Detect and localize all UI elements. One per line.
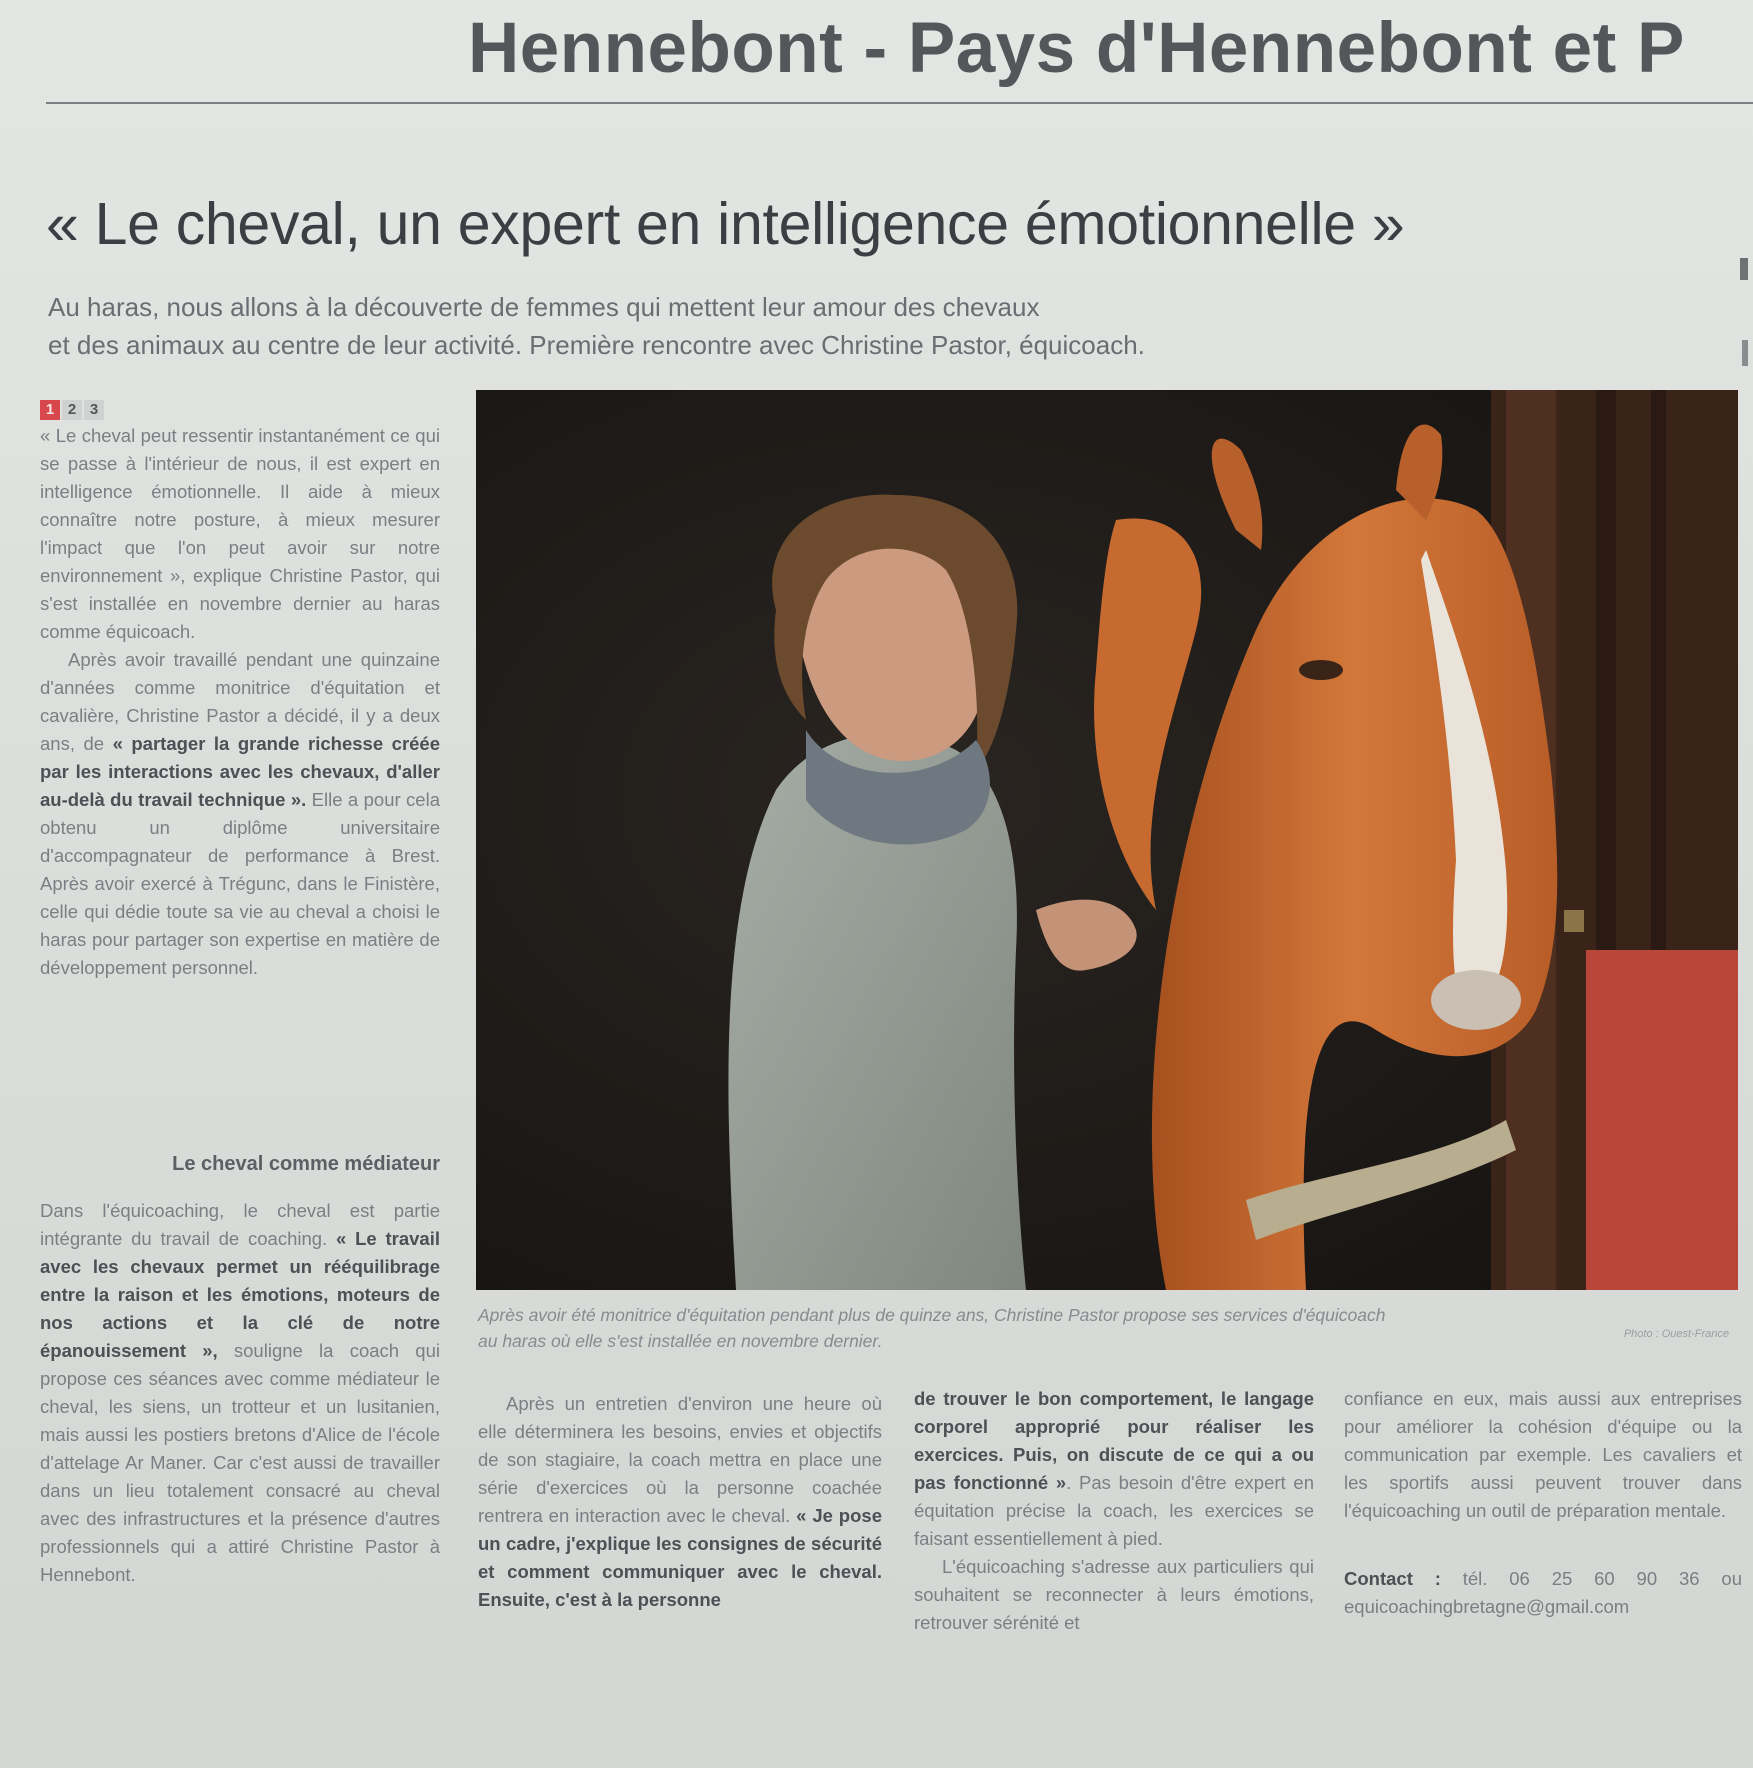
quote-run: « partager la grande richesse créée par les interactions avec les chevaux, d'aller au-delà du travail technique ». <box>40 733 441 810</box>
article-subhead: Le cheval comme médiateur <box>172 1153 440 1175</box>
section-title: Hennebont - Pays d'Hennebont et P <box>468 9 1685 88</box>
contact-details: tél. 06 25 60 90 36 ou equicoachingbretagne@gmail.com <box>1344 1568 1742 1617</box>
pager-item-2: 2 <box>62 400 82 420</box>
paragraph: confiance en eux, mais aussi aux entreprises pour améliorer la cohésion d'équipe ou la communication par exemple. Les cavaliers et les sportifs aussi peuvent trouver dans l'équicoaching un outil de préparation mentale. <box>1344 1388 1742 1521</box>
series-pager <box>40 400 104 422</box>
photo-caption <box>478 1302 1740 1354</box>
caption-line: Après avoir été monitrice d'équitation pendant plus de quinze ans, Christine Pastor propose ses services d'équicoach <box>478 1305 1386 1325</box>
pager-item-1: 1 <box>40 400 60 420</box>
text-run: Après un entretien d'environ une heure où elle déterminera les besoins, envies et objectifs de son stagiaire, la coach mettra en place une série d'exercices où la personne coachée rentrera en interaction avec le cheval. <box>478 1393 882 1526</box>
text-run: Après avoir travaillé pendant une quinzaine d'années comme monitrice d'équitation et cavalière, Christine Pastor a décidé, il y a deux ans, de <box>40 649 440 754</box>
text-run: souligne la coach qui propose ces séances avec comme médiateur le cheval, les siens, un trotteur et un lusitanien, mais aussi les postiers bretons d'Alice de l'école d'attelage Ar Maner. Car c'est aussi de travailler dans un lieu totalement consacré au cheval avec des infrastructures et la présence d'autres professionnels qui a attiré Christine Pastor à Hennebont. <box>40 1340 440 1585</box>
text-run: . Pas besoin d'être expert en équitation précise la coach, les exercices se faisant essentiellement à pied. <box>914 1472 1314 1549</box>
article-column-2 <box>478 1390 882 1614</box>
margin-mark <box>1740 258 1748 280</box>
text-run: Dans l'équicoaching, le cheval est partie intégrante du travail de coaching. <box>40 1200 440 1249</box>
article-headline: « Le cheval, un expert en intelligence émotionnelle » <box>46 191 1405 257</box>
pager-item-3: 3 <box>84 400 104 420</box>
quote-run: de trouver le bon comportement, le langage corporel approprié pour réaliser les exercices. Puis, on discute de ce qui a ou pas fonctionné » <box>914 1388 1314 1493</box>
paragraph: « Le cheval peut ressentir instantanément ce qui se passe à l'intérieur de nous, il est expert en intelligence émotionnelle. Il aide à mieux connaître notre posture, à mieux mesurer l'impact que l'on peut avoir sur notre environnement », explique Christine Pastor, qui s'est installée en novembre dernier au haras comme équicoach. <box>40 425 440 642</box>
article-column-1-continued <box>40 1197 440 1589</box>
paragraph <box>40 1197 440 1589</box>
article-column-1 <box>40 422 440 982</box>
header-rule <box>46 102 1753 104</box>
text-run: Elle a pour cela obtenu un diplôme universitaire d'accompagnateur de performance à Brest. Après avoir exercé à Trégunc, dans le Finistère, celle qui dédie toute sa vie au cheval a choisi le haras pour partager son expertise en matière de développement personnel. <box>40 789 440 978</box>
standfirst-line: Au haras, nous allons à la découverte de femmes qui mettent leur amour des chevaux <box>48 292 1040 322</box>
paragraph <box>40 646 440 982</box>
contact-label: Contact : <box>1344 1568 1441 1589</box>
article-photo <box>476 390 1738 1290</box>
paragraph <box>478 1390 882 1614</box>
contact-line <box>1344 1565 1742 1621</box>
margin-mark <box>1742 340 1748 366</box>
paragraph <box>914 1385 1314 1553</box>
article-column-4 <box>1344 1385 1742 1621</box>
quote-run: « Le travail avec les chevaux permet un rééquilibrage entre la raison et les émotions, moteurs de nos actions et la clé de notre épanouissement », <box>40 1228 440 1361</box>
caption-line: au haras où elle s'est installée en novembre dernier. <box>478 1331 883 1351</box>
quote-run: « Je pose un cadre, j'explique les consignes de sécurité et comment communiquer avec le cheval. Ensuite, c'est à la personne <box>478 1505 882 1610</box>
article-column-3 <box>914 1385 1314 1637</box>
article-standfirst <box>48 288 1468 364</box>
photo-credit: Photo : Ouest-France <box>1623 1328 1729 1340</box>
standfirst-line: et des animaux au centre de leur activité. Première rencontre avec Christine Pastor, équicoach. <box>48 330 1145 360</box>
paragraph: L'équicoaching s'adresse aux particuliers qui souhaitent se reconnecter à leurs émotions, retrouver sérénité et <box>914 1556 1314 1633</box>
horse-and-woman-illustration <box>476 390 1738 1290</box>
